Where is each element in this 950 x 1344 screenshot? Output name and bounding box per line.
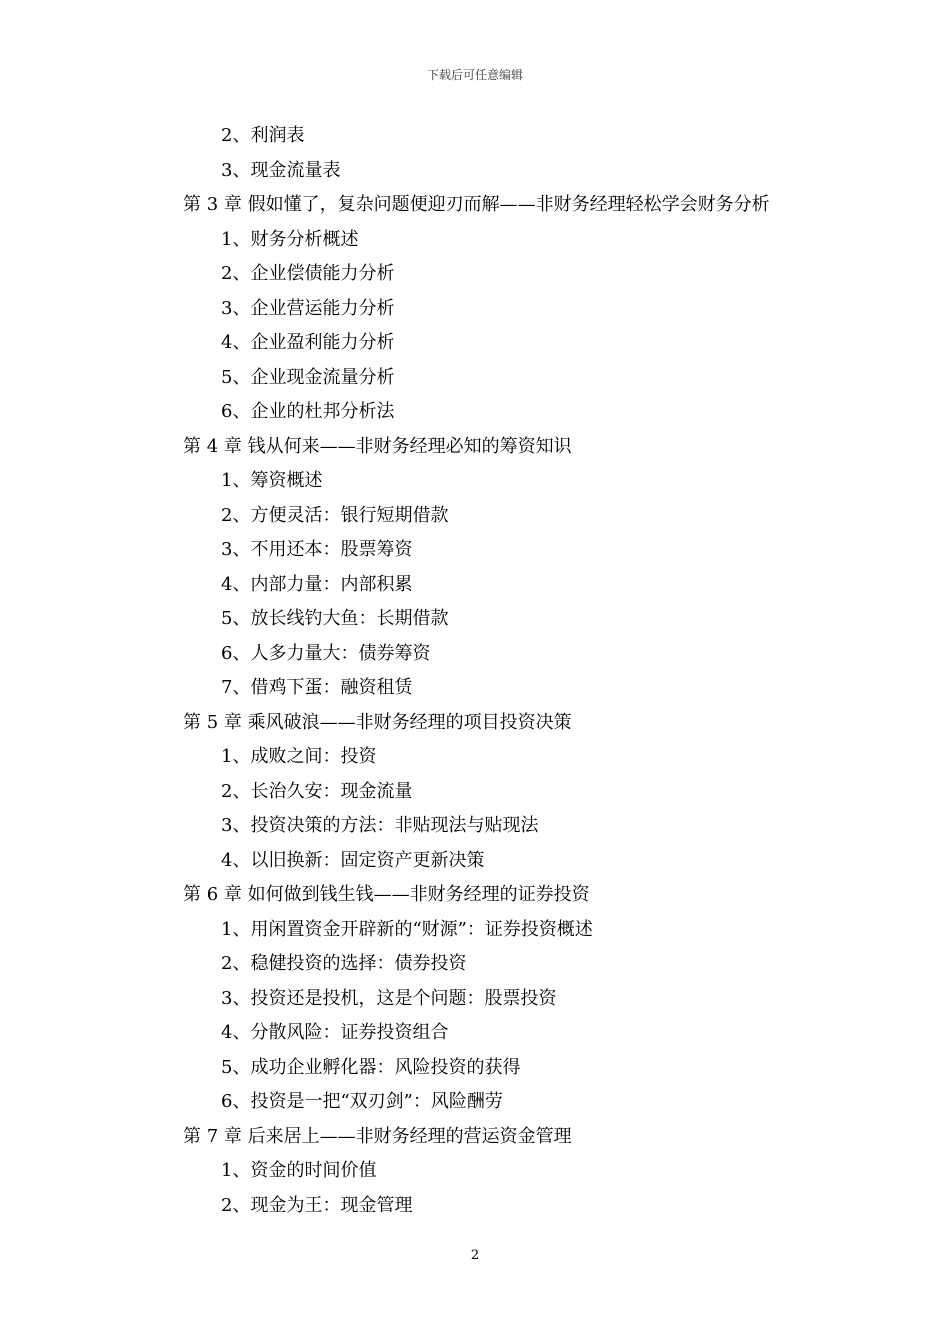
section-item: 1、财务分析概述 <box>221 228 359 250</box>
section-item: 2、方便灵活：银行短期借款 <box>221 504 449 526</box>
section-item: 3、投资还是投机，这是个问题：股票投资 <box>221 987 557 1009</box>
section-item: 6、企业的杜邦分析法 <box>221 401 395 422</box>
section-item: 3、现金流量表 <box>221 159 341 181</box>
section-item: 2、稳健投资的选择：债券投资 <box>221 953 467 974</box>
section-item: 1、资金的时间价值 <box>221 1160 377 1181</box>
chapter-heading: 第 3 章 假如懂了，复杂问题便迎刃而解——非财务经理轻松学会财务分析 <box>183 194 770 215</box>
section-item: 2、长治久安：现金流量 <box>221 780 413 802</box>
section-item: 3、投资决策的方法：非贴现法与贴现法 <box>221 815 539 836</box>
section-item: 1、筹资概述 <box>221 470 323 491</box>
section-item: 4、以旧换新：固定资产更新决策 <box>221 849 485 871</box>
section-item: 7、借鸡下蛋：融资租赁 <box>221 677 413 698</box>
page-header: 下载后可任意编辑 <box>426 68 523 82</box>
section-item: 1、用闲置资金开辟新的“财源”：证券投资概述 <box>221 918 593 940</box>
chapter-heading: 第 7 章 后来居上——非财务经理的营运资金管理 <box>183 1125 572 1147</box>
section-item: 6、投资是一把“双刃剑”：风险酬劳 <box>221 1091 503 1112</box>
section-item: 4、内部力量：内部积累 <box>221 573 413 595</box>
section-item: 2、企业偿债能力分析 <box>221 263 395 284</box>
section-item: 5、企业现金流量分析 <box>221 366 395 388</box>
section-item: 3、企业营运能力分析 <box>221 297 395 319</box>
section-item: 1、成败之间：投资 <box>221 746 377 767</box>
section-item: 4、分散风险：证券投资组合 <box>221 1022 449 1043</box>
chapter-heading: 第 4 章 钱从何来——非财务经理必知的筹资知识 <box>183 435 572 457</box>
section-item: 2、利润表 <box>221 125 305 146</box>
section-item: 6、人多力量大：债券筹资 <box>221 642 431 664</box>
section-item: 4、企业盈利能力分析 <box>221 332 395 353</box>
section-item: 5、放长线钓大鱼：长期借款 <box>221 608 449 629</box>
section-item: 3、不用还本：股票筹资 <box>221 539 413 560</box>
section-item: 5、成功企业孵化器：风险投资的获得 <box>221 1056 521 1078</box>
page-number: 2 <box>470 1248 480 1263</box>
chapter-heading: 第 6 章 如何做到钱生钱——非财务经理的证券投资 <box>183 884 590 905</box>
toc-body <box>0 119 950 1223</box>
chapter-heading: 第 5 章 乘风破浪——非财务经理的项目投资决策 <box>183 711 572 733</box>
section-item: 2、现金为王：现金管理 <box>221 1194 413 1216</box>
